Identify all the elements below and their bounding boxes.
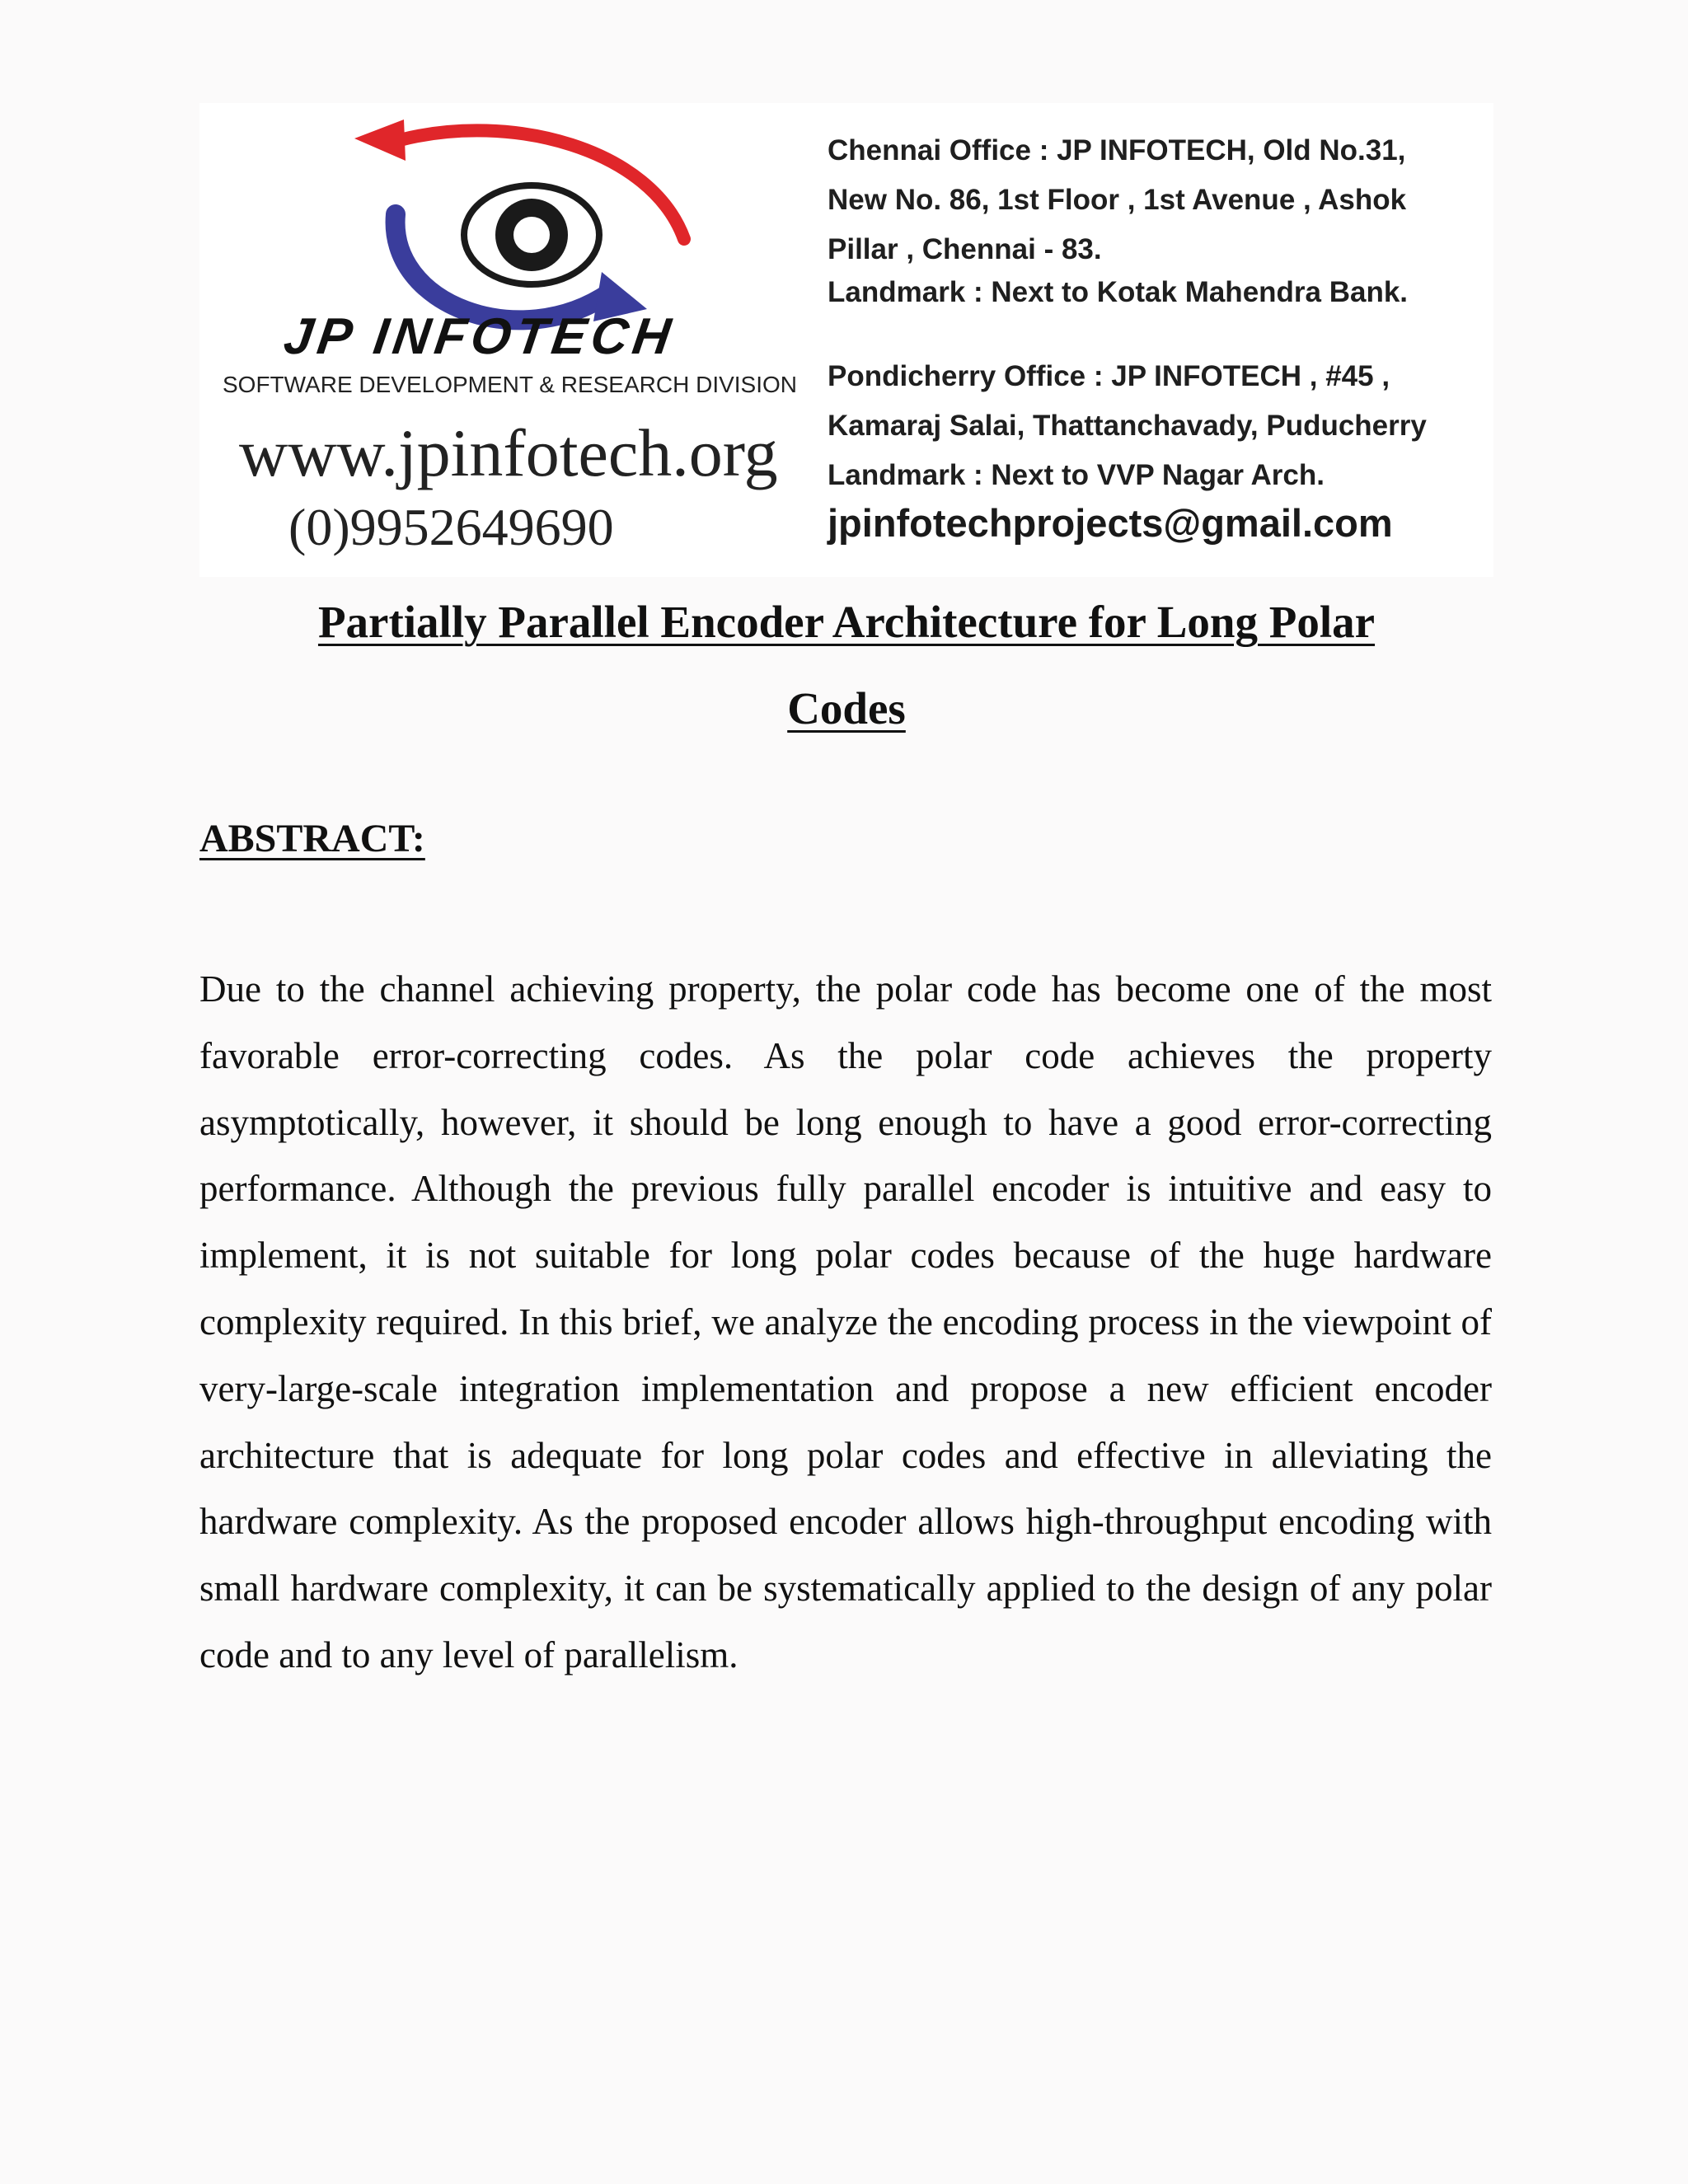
pondicherry-address-line: Kamaraj Salai, Thattanchavady, Puducherry <box>828 410 1427 442</box>
division-tagline: SOFTWARE DEVELOPMENT & RESEARCH DIVISION <box>223 372 798 397</box>
title-line: Codes <box>787 683 906 733</box>
brand-name: JP INFOTECH <box>280 308 679 365</box>
chennai-address-line: Pillar , Chennai - 83. <box>828 233 1102 265</box>
chennai-address-line: Chennai Office : JP INFOTECH, Old No.31, <box>828 134 1406 166</box>
chennai-landmark: Landmark : Next to Kotak Mahendra Bank. <box>828 276 1409 308</box>
letterhead <box>199 103 1493 577</box>
chennai-address-line: New No. 86, 1st Floor , 1st Avenue , Ashok <box>828 184 1407 216</box>
office-addresses <box>828 126 1487 500</box>
abstract-heading: ABSTRACT: <box>199 817 425 860</box>
abstract-paragraph: Due to the channel achieving property, the polar code has become one of the most favorable error-correcting codes. As the polar code achieves the property asymptotically, however, it should be long enough to have a good error-correcting performance. Although the previous fully parallel encoder is intuitive and easy to implement, it is not suitable for long polar codes because of the huge hardware complexity required. In this brief, we analyze the encoding process in the viewpoint of very-large-scale integration implementation and propose a new efficient encoder architecture that is adequate for long polar codes and effective in alleviating the hardware complexity. As the proposed encoder allows high-throughput encoding with small hardware complexity, it can be systematically applied to the design of any polar code and to any level of parallelism. <box>199 968 1492 1675</box>
pondicherry-address-line: Pondicherry Office : JP INFOTECH , #45 , <box>828 360 1390 392</box>
phone-number: (0)9952649690 <box>288 498 614 556</box>
contact-email: jpinfotechprojects@gmail.com <box>828 501 1393 545</box>
title-line: Partially Parallel Encoder Architecture for Long Polar <box>317 597 1376 647</box>
document-title <box>199 579 1493 752</box>
pondicherry-landmark: Landmark : Next to VVP Nagar Arch. <box>828 459 1325 491</box>
website-url: www.jpinfotech.org <box>239 415 778 490</box>
